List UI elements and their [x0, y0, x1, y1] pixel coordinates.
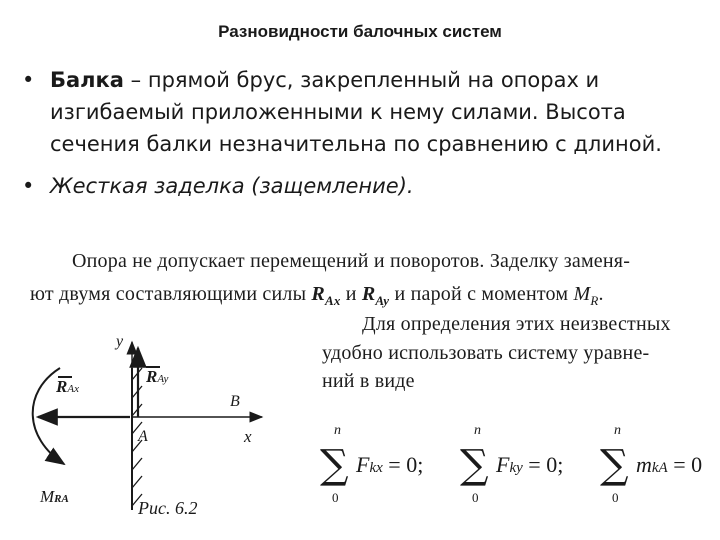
- force-ray: [361, 283, 390, 308]
- force-sub: Ay: [375, 293, 390, 308]
- sigma-icon: ∑: [320, 442, 349, 488]
- force-sub: Ax: [324, 293, 341, 308]
- moment-sub: R: [590, 293, 599, 308]
- beam-definition-start: – прямой брус, закрепленный на опорах и: [123, 68, 600, 92]
- y-label: y: [116, 333, 124, 350]
- sum-upper: n: [334, 423, 341, 438]
- force-rax: [311, 283, 341, 308]
- scan-line-4: удобно использовать систему уравне-: [322, 342, 650, 364]
- sigma-icon: ∑: [460, 442, 489, 488]
- sum-lower: 0: [332, 490, 339, 505]
- beam-term: Балка: [50, 68, 124, 92]
- bullet-beam-text: [50, 64, 662, 160]
- x-label: x: [244, 427, 252, 446]
- scan-line-3: Для определения этих неизвестных: [362, 313, 671, 335]
- sum-fky: [460, 423, 563, 505]
- bullet-beam-line1: [50, 64, 662, 96]
- sum-upper: n: [474, 423, 481, 438]
- moment-mr: [573, 283, 599, 308]
- sum-fkx: [320, 423, 423, 505]
- point-a-label: A: [138, 428, 148, 445]
- figure-caption: Рис. 6.2: [138, 498, 198, 518]
- period: .: [598, 283, 604, 305]
- bullet-beam-line2: изгибаемый приложенными к нему силами. Высота: [50, 100, 626, 124]
- equilibrium-equations: [312, 420, 718, 512]
- sigma-icon: ∑: [600, 442, 629, 488]
- bullet-beam-line3: сечения балки незначительна по сравнению с длиной.: [50, 132, 662, 156]
- rax-label: RAx: [56, 377, 79, 396]
- scan-line-1: Опора не допускает перемещений и поворотов. Заделку заменя-: [72, 250, 631, 272]
- sum-lower: 0: [612, 490, 619, 505]
- sum-lower: 0: [472, 490, 479, 505]
- moment-symbol: M: [573, 283, 591, 305]
- point-b-label: B: [230, 393, 240, 410]
- ray-label: RAy: [146, 367, 169, 386]
- equation-fky: Fky = 0;: [496, 452, 564, 477]
- force-symbol: R: [361, 283, 376, 305]
- moment-label: MRA: [40, 487, 69, 506]
- scan-line-2-text: ют двумя составляющими силы: [30, 283, 312, 305]
- bullet-marker: •: [22, 68, 35, 92]
- equation-fkx: Fkx = 0;: [356, 452, 424, 477]
- conjunction: и: [340, 283, 362, 305]
- scan-line-2: [30, 283, 604, 309]
- bullet-clamp-text: Жесткая заделка (защемление).: [50, 174, 414, 198]
- bullet-marker: •: [22, 174, 35, 198]
- sum-mka: [600, 423, 702, 505]
- equation-mka: mkA = 0: [636, 452, 703, 477]
- scan-line-5: ний в виде: [322, 370, 415, 392]
- slide-title: Разновидности балочных систем: [218, 22, 502, 41]
- sum-upper: n: [614, 423, 621, 438]
- scan-line-2-text-end: и парой с моментом: [389, 283, 574, 305]
- force-symbol: R: [311, 283, 325, 305]
- fixed-support-figure: [0, 320, 300, 530]
